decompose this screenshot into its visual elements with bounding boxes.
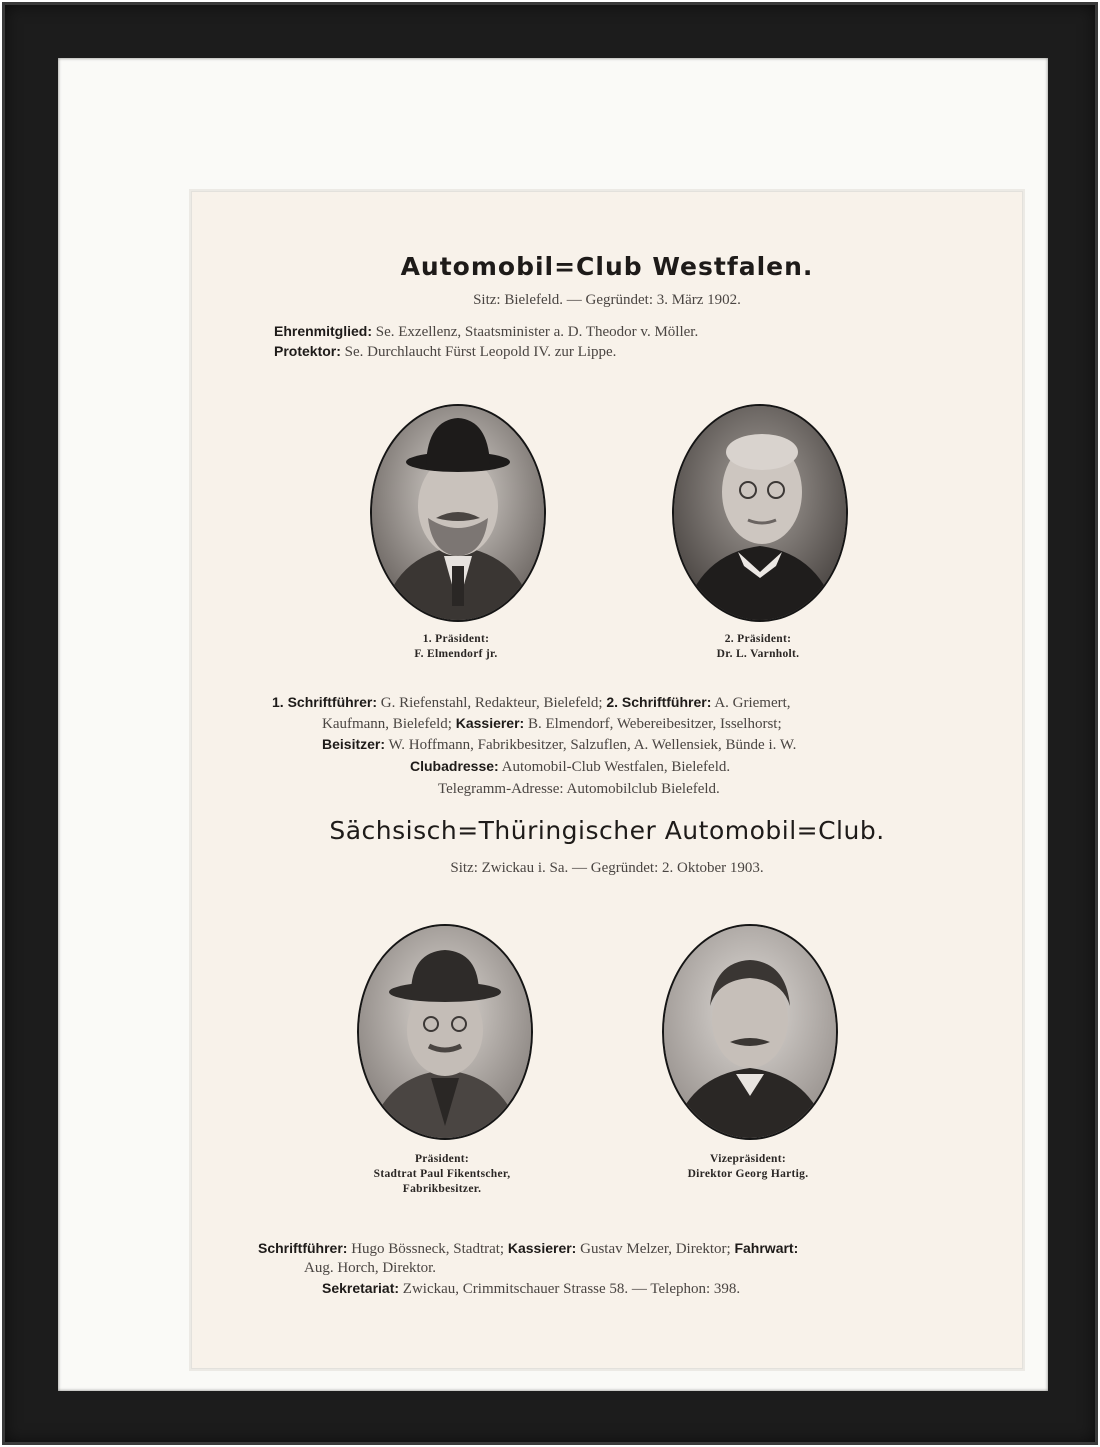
caption-hartig xyxy=(648,1152,848,1182)
caption-role: 2. Präsident: xyxy=(724,633,792,645)
schriftfuehrer1-text: G. Riefenstahl, Redakteur, Bielefeld; xyxy=(380,695,603,711)
clubadresse-text: Automobil-Club Westfalen, Bielefeld. xyxy=(501,759,731,775)
club2-title: Sächsisch=Thüringischer Automobil=Club. xyxy=(329,816,885,845)
sekretariat-label: Sekretariat: xyxy=(322,1280,400,1296)
club2-officers-line2: Aug. Horch, Direktor. xyxy=(304,1260,437,1276)
portrait-elmendorf xyxy=(370,404,546,622)
kassierer-label: Kassierer: xyxy=(455,715,525,731)
schriftfuehrer1-label: 1. Schriftführer: xyxy=(272,694,378,710)
club2-sitz: Sitz: Zwickau i. Sa. — Gegründet: 2. Oktober 1903. xyxy=(450,860,764,876)
portrait-varnholt xyxy=(672,404,848,622)
club1-officers-line2 xyxy=(322,713,782,734)
clubadresse-label: Clubadresse: xyxy=(410,758,499,774)
club1-sitz: Sitz: Bielefeld. — Gegründet: 3. März 1902. xyxy=(473,292,741,308)
caption-role: Vizepräsident: xyxy=(710,1153,786,1165)
beisitzer-label: Beisitzer: xyxy=(322,736,386,752)
picture-frame xyxy=(2,2,1098,1445)
club2-officers-line1 xyxy=(258,1238,798,1259)
portrait-fikentscher xyxy=(357,924,533,1140)
kassierer-label: Kassierer: xyxy=(507,1240,577,1256)
schriftfuehrer2-text: A. Griemert, xyxy=(714,695,791,711)
schriftfuehrer2-text-cont: Kaufmann, Bielefeld; xyxy=(322,716,452,732)
club1-telegramm: Telegramm-Adresse: Automobilclub Bielefeld. xyxy=(438,781,720,797)
schriftfuehrer-text: Hugo Bössneck, Stadtrat; xyxy=(351,1241,505,1257)
caption-elmendorf xyxy=(356,632,556,662)
beisitzer-text: W. Hoffmann, Fabrikbesitzer, Salzuflen, A. Wellensiek, Bünde i. W. xyxy=(388,737,797,753)
club2-sekretariat xyxy=(322,1278,740,1299)
club1-protektor xyxy=(274,343,616,361)
club1-ehrenmitglied xyxy=(274,323,698,341)
caption-fikentscher xyxy=(342,1152,542,1197)
caption-varnholt xyxy=(658,632,858,662)
ehrenmitglied-label: Ehrenmitglied: xyxy=(274,323,373,339)
protektor-label: Protektor: xyxy=(274,343,341,359)
caption-name: Direktor Georg Hartig. xyxy=(687,1168,809,1180)
club1-officers-line1 xyxy=(272,692,791,713)
ehrenmitglied-text: Se. Exzellenz, Staatsminister a. D. Theodor v. Möller. xyxy=(375,324,699,340)
passepartout-mat xyxy=(58,58,1048,1391)
caption-name: Stadtrat Paul Fikentscher, xyxy=(373,1168,511,1180)
caption-role: Präsident: xyxy=(414,1153,470,1165)
schriftfuehrer-label: Schriftführer: xyxy=(258,1240,348,1256)
kassierer-text: Gustav Melzer, Direktor; xyxy=(580,1241,731,1257)
fahrwart-label: Fahrwart: xyxy=(734,1240,799,1256)
caption-name2: Fabrikbesitzer. xyxy=(402,1183,482,1195)
club1-officers-line3 xyxy=(322,734,796,755)
document-page xyxy=(192,192,1022,1368)
caption-role: 1. Präsident: xyxy=(422,633,490,645)
sekretariat-text: Zwickau, Crimmitschauer Strasse 58. — Telephon: 398. xyxy=(402,1281,741,1297)
kassierer-text: B. Elmendorf, Webereibesitzer, Isselhorst; xyxy=(527,716,782,732)
caption-name: F. Elmendorf jr. xyxy=(414,648,498,660)
schriftfuehrer2-label: 2. Schriftführer: xyxy=(606,694,712,710)
club1-title: Automobil=Club Westfalen. xyxy=(400,252,814,281)
caption-name: Dr. L. Varnholt. xyxy=(716,648,800,660)
protektor-text: Se. Durchlaucht Fürst Leopold IV. zur Lippe. xyxy=(344,344,617,360)
portrait-hartig xyxy=(662,924,838,1140)
club1-clubadresse xyxy=(410,758,730,776)
